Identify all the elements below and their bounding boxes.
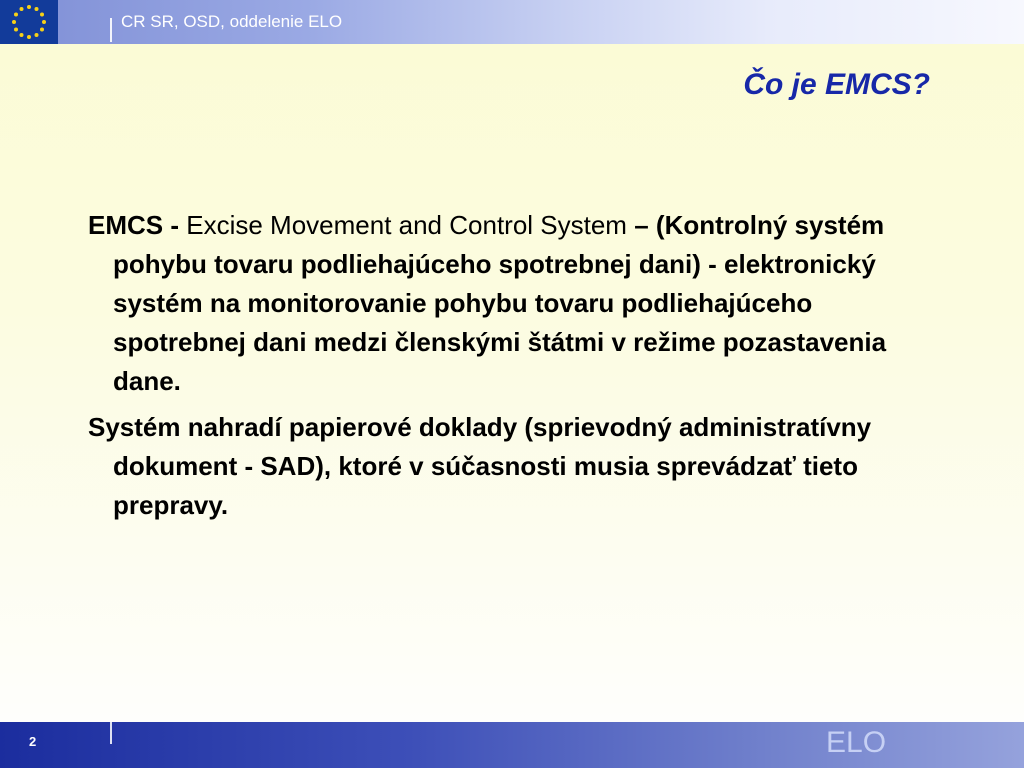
header-org-label: CR SR, OSD, oddelenie ELO xyxy=(121,12,343,31)
paragraph-emcs-definition xyxy=(88,206,948,401)
header-bar xyxy=(0,0,1024,44)
eu-flag-icon xyxy=(0,0,58,44)
emcs-expansion: Excise Movement and Control System xyxy=(186,210,627,240)
elo-logo: ELO xyxy=(826,726,887,759)
slide-title: Čo je EMCS? xyxy=(743,68,930,101)
footer-divider xyxy=(110,722,112,744)
page-number: 2 xyxy=(29,734,37,749)
footer-bar xyxy=(0,722,1024,768)
emcs-dash: – xyxy=(634,210,649,240)
paragraph-system-replacement: Systém nahradí papierové doklady (sprievodný administratívny dokument - SAD), ktoré v súčasnosti musia sprevádzať tieto prepravy. xyxy=(88,412,872,520)
emcs-description: (Kontrolný systém pohybu tovaru podliehajúceho spotrebnej dani) - elektronický systém na monitorovanie pohybu tovaru podliehajúceho spotrebnej dani medzi členskými štátmi v režime pozastavenia dane. xyxy=(113,210,887,396)
slide-body xyxy=(88,206,948,532)
header-divider xyxy=(110,18,112,42)
emcs-term: EMCS - xyxy=(88,210,179,240)
